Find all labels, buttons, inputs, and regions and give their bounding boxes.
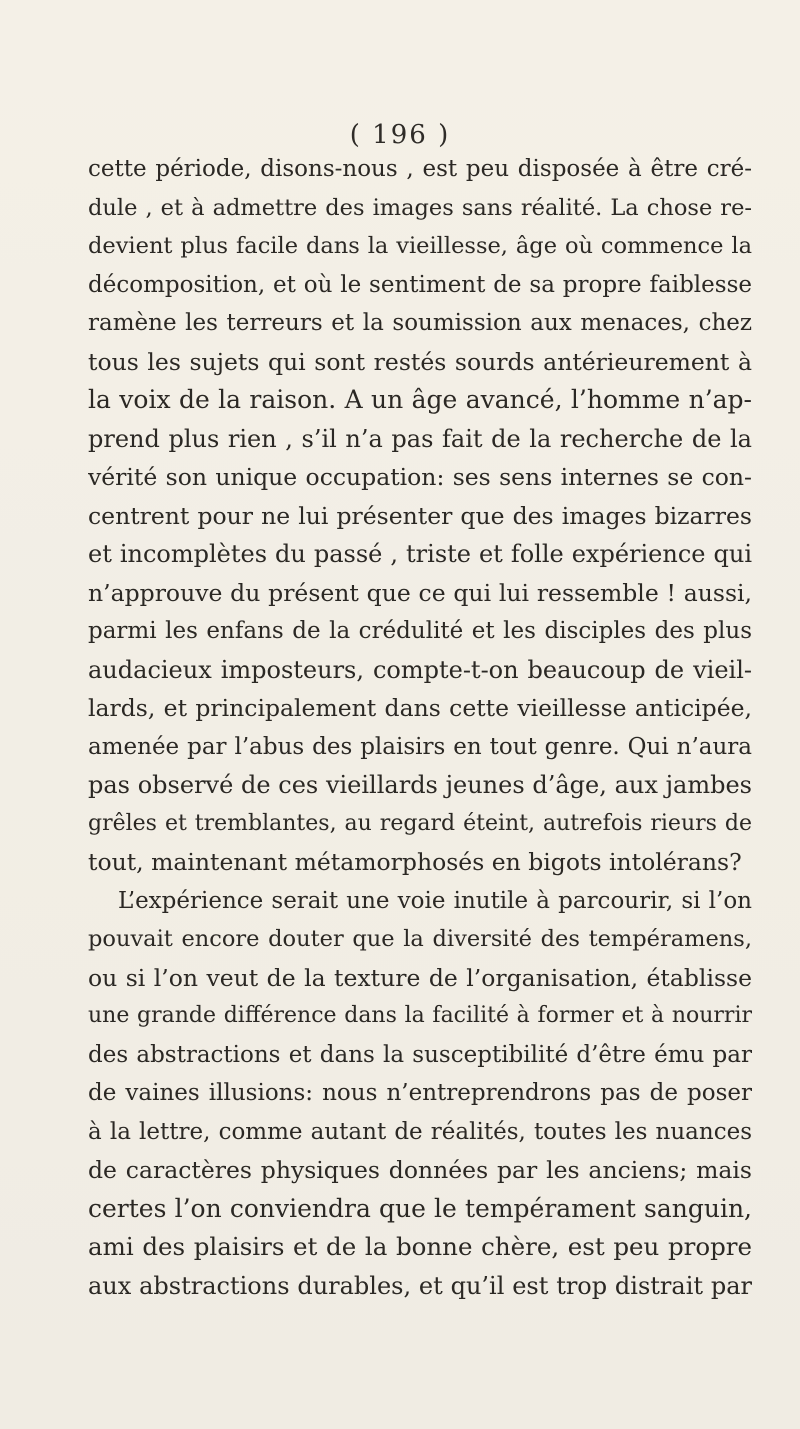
text-line-25: de vaines illusions: nous n’entreprendrons pas de poser [88,1080,752,1106]
text-line-12: n’approuve du présent que ce qui lui ressemble ! aussi, [88,578,752,607]
text-line-10: centrent pour ne lui présenter que des images bizarres [88,501,752,530]
text-line-22: ou si l’on veut de la texture de l’organisation, établisse [88,963,752,992]
text-line-11: et incomplètes du passé , triste et folle expérience qui [88,540,752,568]
text-line-3: devient plus facile dans la vieillesse, âge où commence la [88,233,752,259]
text-line-8: prend plus rien , s’il n’a pas fait de la recherche de la [88,424,752,453]
text-line-23: une grande différence dans la facilité à former et à nourrir [88,1003,752,1028]
body-text [88,150,752,1305]
page-number: ( 196 ) [349,120,451,150]
text-line-20: L’expérience serait une voie inutile à parcourir, si l’on [118,887,752,914]
text-line-18: grêles et tremblantes, au regard éteint, autrefois rieurs de [88,810,752,836]
text-line-9: vérité son unique occupation: ses sens internes se con- [88,463,752,491]
text-line-13: parmi les enfans de la crédulité et les disciples des plus [88,618,752,644]
text-line-28: certes l’on conviendra que le tempérament sanguin, [88,1193,752,1223]
text-line-15: lards, et principalement dans cette vieillesse anticipée, [88,694,752,722]
text-line-16: amenée par l’abus des plaisirs en tout genre. Qui n’aura [88,733,752,760]
text-line-7: la voix de la raison. A un âge avancé, l’homme n’ap- [88,385,752,414]
text-line-21: pouvait encore douter que la diversité des tempéramens, [88,926,752,952]
text-line-27: de caractères physiques données par les anciens; mais [88,1156,752,1184]
text-line-4: décomposition, et où le sentiment de sa propre faiblesse [88,271,752,298]
text-line-29: ami des plaisirs et de la bonne chère, est peu propre [88,1232,752,1261]
text-line-1: cette période, disons-nous , est peu disposée à être cré- [88,156,752,182]
text-line-26: à la lettre, comme autant de réalités, toutes les nuances [88,1118,752,1145]
text-line-19: tout, maintenant métamorphosés en bigots intolérans? [88,848,742,876]
text-line-14: audacieux imposteurs, compte-t-on beaucoup de vieil- [88,655,752,684]
text-line-2: dule , et à admettre des images sans réalité. La chose re- [88,194,752,221]
text-line-24: des abstractions et dans la susceptibilité d’être ému par [88,1041,752,1068]
text-line-6: tous les sujets qui sont restés sourds antérieurement à [88,347,752,376]
text-line-30: aux abstractions durables, et qu’il est trop distrait par [88,1271,752,1300]
text-line-5: ramène les terreurs et la soumission aux menaces, chez [88,310,752,336]
text-line-17: pas observé de ces vieillards jeunes d’âge, aux jambes [88,771,752,799]
